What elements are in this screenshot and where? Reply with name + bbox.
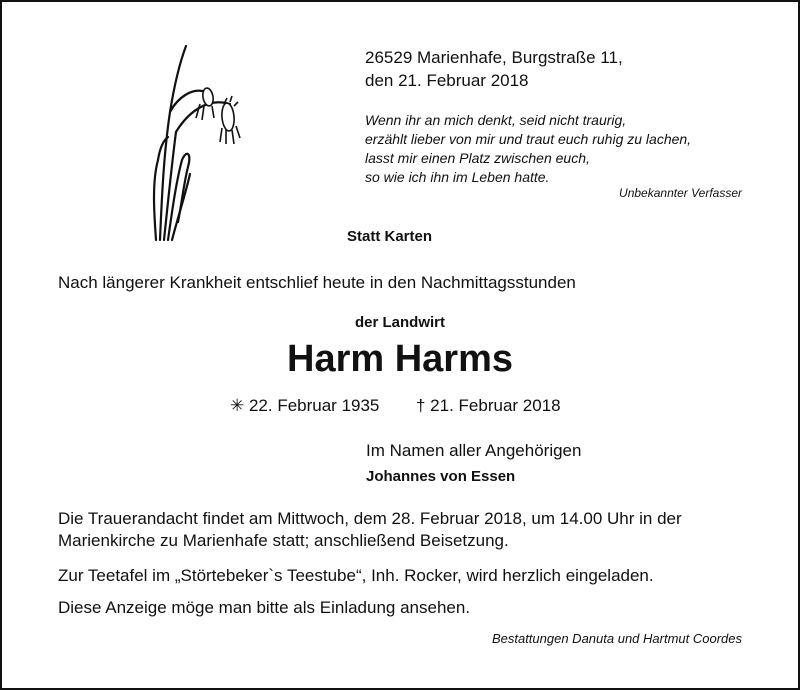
intro-text: Nach längerer Krankheit entschlief heute in den Nachmittagsstunden	[58, 273, 576, 292]
poem-line-4: so wie ich ihn im Leben hatte.	[365, 169, 550, 185]
signature-name: Johannes von Essen	[366, 468, 516, 485]
death-date: † 21. Februar 2018	[416, 396, 561, 415]
address-line: 26529 Marienhafe, Burgstraße 11,	[365, 48, 623, 67]
poem-line-2: erzählt lieber von mir und traut euch ruhig zu lachen,	[365, 131, 692, 147]
statt-karten: Statt Karten	[347, 228, 433, 245]
signature-line: Im Namen aller Angehörigen	[366, 441, 582, 460]
poem-line-3: lasst mir einen Platz zwischen euch,	[365, 150, 590, 166]
poem-author: Unbekannter Verfasser	[619, 186, 742, 200]
tea-invitation: Zur Teetafel im „Störtebeker`s Teestube“, Inh. Rocker, wird herzlich eingeladen.	[58, 566, 654, 585]
service-paragraph-line-1: Die Trauerandacht findet am Mittwoch, dem 28. Februar 2018, um 14.00 Uhr in der	[58, 509, 682, 528]
occupation: der Landwirt	[354, 314, 445, 331]
deceased-name: Harm Harms	[287, 338, 513, 380]
grass-icon	[138, 42, 248, 244]
service-paragraph-line-2: Marienkirche zu Marienhafe statt; anschließend Beisetzung.	[58, 531, 509, 550]
invitation-note: Diese Anzeige möge man bitte als Einladung ansehen.	[58, 598, 471, 617]
poem-line-1: Wenn ihr an mich denkt, seid nicht traurig,	[365, 112, 627, 128]
date-line: den 21. Februar 2018	[365, 71, 529, 90]
birth-date: ✳ 22. Februar 1935	[230, 396, 380, 415]
undertaker: Bestattungen Danuta und Hartmut Coordes	[491, 631, 742, 646]
